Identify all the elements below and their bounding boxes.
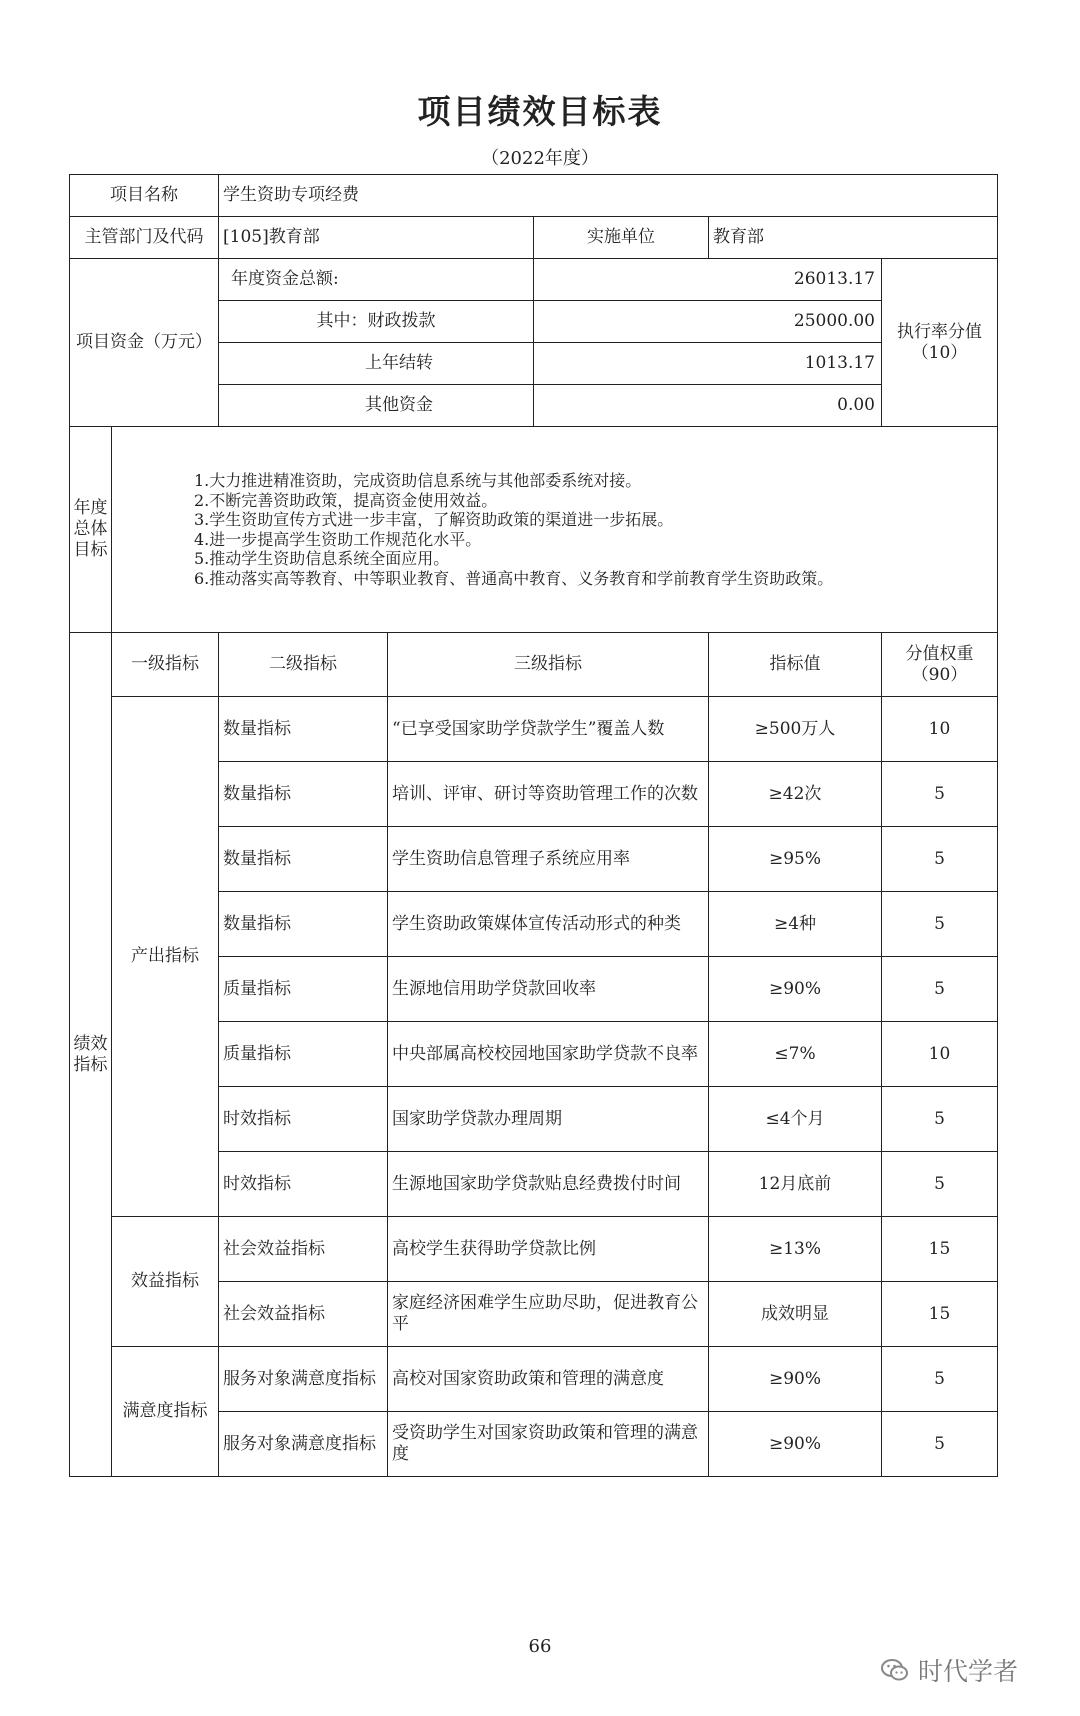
department-value: [105]教育部 <box>219 217 534 259</box>
weight-cell: 10 <box>882 1022 998 1087</box>
level3-header: 三级指标 <box>388 633 709 697</box>
level2-cell: 时效指标 <box>219 1087 388 1152</box>
funds-total-row <box>70 259 998 301</box>
level3-cell: 学生资助信息管理子系统应用率 <box>388 827 709 892</box>
indicator-header-row <box>70 633 998 697</box>
funds-other-value: 0.00 <box>534 385 882 427</box>
funds-carryover-label: 上年结转 <box>219 343 534 385</box>
funds-fiscal-label: 其中：财政拨款 <box>219 301 534 343</box>
level2-cell: 质量指标 <box>219 957 388 1022</box>
value-cell: 成效明显 <box>709 1282 882 1347</box>
indicator-row <box>70 697 998 762</box>
weight-cell: 5 <box>882 1087 998 1152</box>
value-header: 指标值 <box>709 633 882 697</box>
benefit-indicator-group: 效益指标 <box>112 1217 219 1347</box>
level2-cell: 时效指标 <box>219 1152 388 1217</box>
value-cell: ≥90% <box>709 1412 882 1477</box>
watermark <box>880 1652 1018 1688</box>
project-name-value: 学生资助专项经费 <box>219 175 998 217</box>
execution-rate-label: 执行率分值 <box>897 321 982 342</box>
page-number: 66 <box>528 1636 552 1657</box>
wechat-icon <box>880 1657 910 1683</box>
watermark-text: 时代学者 <box>918 1657 1019 1686</box>
value-cell: ≥4种 <box>709 892 882 957</box>
performance-indicator-label: 绩效 指标 <box>70 633 112 1477</box>
funds-fiscal-value: 25000.00 <box>534 301 882 343</box>
weight-cell: 5 <box>882 827 998 892</box>
level2-cell: 社会效益指标 <box>219 1282 388 1347</box>
level3-cell: 受资助学生对国家资助政策和管理的满意度 <box>388 1412 709 1477</box>
goal-item: 6.推动落实高等教育、中等职业教育、普通高中教育、义务教育和学前教育学生资助政策。 <box>194 568 834 588</box>
execution-rate-cell <box>882 259 998 427</box>
level3-cell: 培训、评审、研讨等资助管理工作的次数 <box>388 762 709 827</box>
weight-cell: 15 <box>882 1217 998 1282</box>
level3-cell: 高校对国家资助政策和管理的满意度 <box>388 1347 709 1412</box>
output-indicator-group: 产出指标 <box>112 697 219 1217</box>
goal-item: 4.进一步提高学生资助工作规范化水平。 <box>194 529 482 549</box>
level2-cell: 服务对象满意度指标 <box>219 1412 388 1477</box>
department-label: 主管部门及代码 <box>70 217 219 259</box>
value-cell: ≥13% <box>709 1217 882 1282</box>
implementing-unit-label: 实施单位 <box>534 217 709 259</box>
value-cell: ≥90% <box>709 1347 882 1412</box>
value-cell: ≥90% <box>709 957 882 1022</box>
level2-cell: 数量指标 <box>219 697 388 762</box>
performance-target-table <box>69 174 998 1477</box>
weight-cell: 15 <box>882 1282 998 1347</box>
department-row <box>70 217 998 259</box>
value-cell: ≥500万人 <box>709 697 882 762</box>
funds-total-label: 年度资金总额: <box>219 259 534 301</box>
weight-cell: 5 <box>882 892 998 957</box>
weight-cell: 5 <box>882 762 998 827</box>
annual-goals-text <box>112 427 998 633</box>
annual-goals-label: 年度 总体 目标 <box>70 427 112 633</box>
level3-cell: 高校学生获得助学贷款比例 <box>388 1217 709 1282</box>
value-cell: 12月底前 <box>709 1152 882 1217</box>
level3-cell: “已享受国家助学贷款学生”覆盖人数 <box>388 697 709 762</box>
level2-cell: 数量指标 <box>219 827 388 892</box>
goal-item: 2.不断完善资助政策，提高资金使用效益。 <box>194 490 498 510</box>
level2-cell: 质量指标 <box>219 1022 388 1087</box>
goal-item: 3.学生资助宣传方式进一步丰富，了解资助政策的渠道进一步拓展。 <box>194 510 674 529</box>
level2-cell: 社会效益指标 <box>219 1217 388 1282</box>
page-subtitle: （2022年度） <box>481 148 599 169</box>
weight-cell: 10 <box>882 697 998 762</box>
level2-header: 二级指标 <box>219 633 388 697</box>
indicator-row <box>70 1217 998 1282</box>
level3-cell: 生源地信用助学贷款回收率 <box>388 957 709 1022</box>
annual-goals-row <box>70 427 998 633</box>
level3-cell: 家庭经济困难学生应助尽助，促进教育公平 <box>388 1282 709 1347</box>
level2-cell: 数量指标 <box>219 762 388 827</box>
level2-cell: 数量指标 <box>219 892 388 957</box>
project-name-row <box>70 175 998 217</box>
level3-cell: 生源地国家助学贷款贴息经费拨付时间 <box>388 1152 709 1217</box>
weight-cell: 5 <box>882 1152 998 1217</box>
implementing-unit-value: 教育部 <box>709 217 998 259</box>
value-cell: ≥42次 <box>709 762 882 827</box>
level3-cell: 学生资助政策媒体宣传活动形式的种类 <box>388 892 709 957</box>
goal-item: 5.推动学生资助信息系统全面应用。 <box>194 549 450 568</box>
weight-cell: 5 <box>882 1412 998 1477</box>
level3-cell: 国家助学贷款办理周期 <box>388 1087 709 1152</box>
page-title: 项目绩效目标表 <box>417 92 663 131</box>
funds-carryover-value: 1013.17 <box>534 343 882 385</box>
funds-other-label: 其他资金 <box>219 385 534 427</box>
weight-cell: 5 <box>882 1347 998 1412</box>
goal-item: 1.大力推进精准资助，完成资助信息系统与其他部委系统对接。 <box>194 471 642 490</box>
value-cell: ≥95% <box>709 827 882 892</box>
weight-cell: 5 <box>882 957 998 1022</box>
satisfaction-indicator-group: 满意度指标 <box>112 1347 219 1477</box>
funds-total-value: 26013.17 <box>534 259 882 301</box>
funds-label: 项目资金（万元） <box>70 259 219 427</box>
value-cell: ≤7% <box>709 1022 882 1087</box>
project-name-label: 项目名称 <box>70 175 219 217</box>
level3-cell: 中央部属高校校园地国家助学贷款不良率 <box>388 1022 709 1087</box>
execution-rate-score: （10） <box>911 342 968 363</box>
value-cell: ≤4个月 <box>709 1087 882 1152</box>
indicator-row <box>70 1347 998 1412</box>
level1-header: 一级指标 <box>112 633 219 697</box>
weight-header: 分值权重 （90） <box>882 633 998 697</box>
level2-cell: 服务对象满意度指标 <box>219 1347 388 1412</box>
